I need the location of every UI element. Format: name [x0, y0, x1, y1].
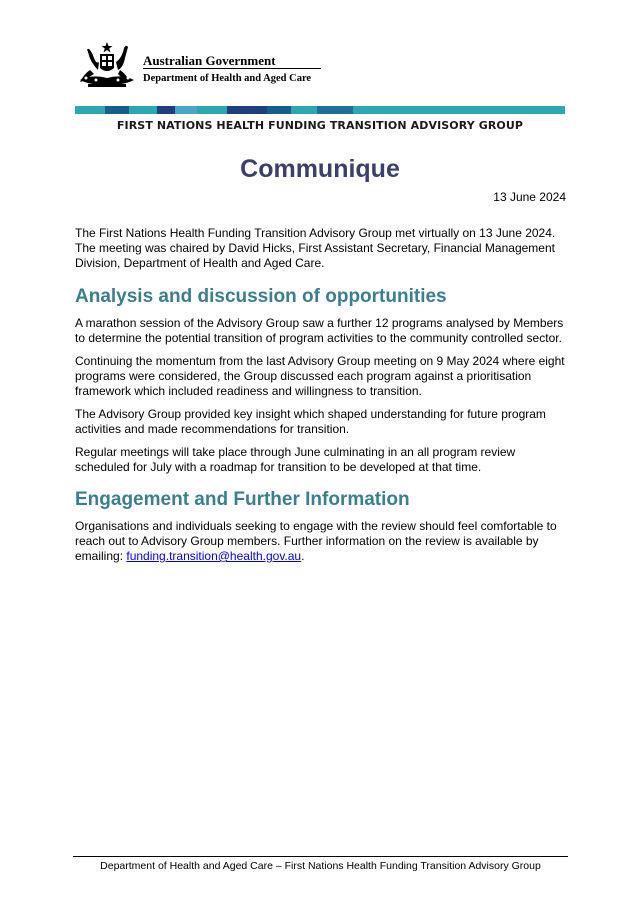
analysis-paragraph-4: Regular meetings will take place through June culminating in an all program review scheduled for July with a roadmap for transition to be developed at that time.: [75, 445, 516, 474]
stripe-segment: [129, 106, 157, 114]
stripe-segment: [227, 106, 267, 114]
stripe-segment: [157, 106, 175, 114]
stripe-segment: [291, 106, 317, 114]
header-stripe: [75, 106, 565, 114]
group-name: FIRST NATIONS HEALTH FUNDING TRANSITION ADVISORY GROUP: [116, 119, 524, 132]
analysis-paragraph-2: Continuing the momentum from the last Advisory Group meeting on 9 May 2024 where eight programs were considered, the Group discussed each program against a prioritisation framework which included readiness and willingness to transition.: [75, 354, 565, 398]
email-link[interactable]: funding.transition@health.gov.au: [126, 549, 302, 563]
document-date: 13 June 2024: [493, 190, 566, 204]
government-title: [143, 53, 343, 68]
stripe-segment: [175, 106, 197, 114]
header-divider: [143, 68, 321, 69]
stripe-segment: [317, 106, 353, 114]
analysis-paragraph-3: The Advisory Group provided key insight which shaped understanding for future program activities and made recommendations for transition.: [75, 407, 546, 436]
page-footer: Department of Health and Aged Care – First Nations Health Funding Transition Advisory Group: [100, 860, 541, 872]
footer-divider: [73, 856, 568, 857]
analysis-paragraph-1: A marathon session of the Advisory Group saw a further 12 programs analysed by Members to determine the potential transition of program activities to the community controlled sector.: [75, 316, 564, 345]
engagement-text-end: .: [301, 549, 305, 563]
engagement-paragraph: [75, 519, 567, 564]
stripe-segment: [197, 106, 227, 114]
section-heading-analysis: Analysis and discussion of opportunities: [75, 286, 447, 307]
section-heading-engagement: Engagement and Further Information: [75, 489, 410, 510]
intro-paragraph: The First Nations Health Funding Transition Advisory Group met virtually on 13 June 2024. The meeting was chaired by David Hicks, First Assistant Secretary, Financial Management Division, Department of Health and Aged Care.: [75, 226, 556, 270]
department-name: Department of Health and Aged Care: [143, 73, 312, 84]
stripe-segment: [353, 106, 565, 114]
stripe-segment: [105, 106, 129, 114]
stripe-segment: [267, 106, 291, 114]
government-name: Australian Government: [143, 53, 276, 68]
stripe-segment: [75, 106, 105, 114]
page-title: Communique: [240, 155, 400, 183]
coat-of-arms-icon: [76, 40, 138, 88]
engagement-text: Organisations and individuals seeking to engage with the review should feel comfortable to reach out to Advisory Group members. Further information on the review is available by emailing:: [75, 519, 557, 563]
